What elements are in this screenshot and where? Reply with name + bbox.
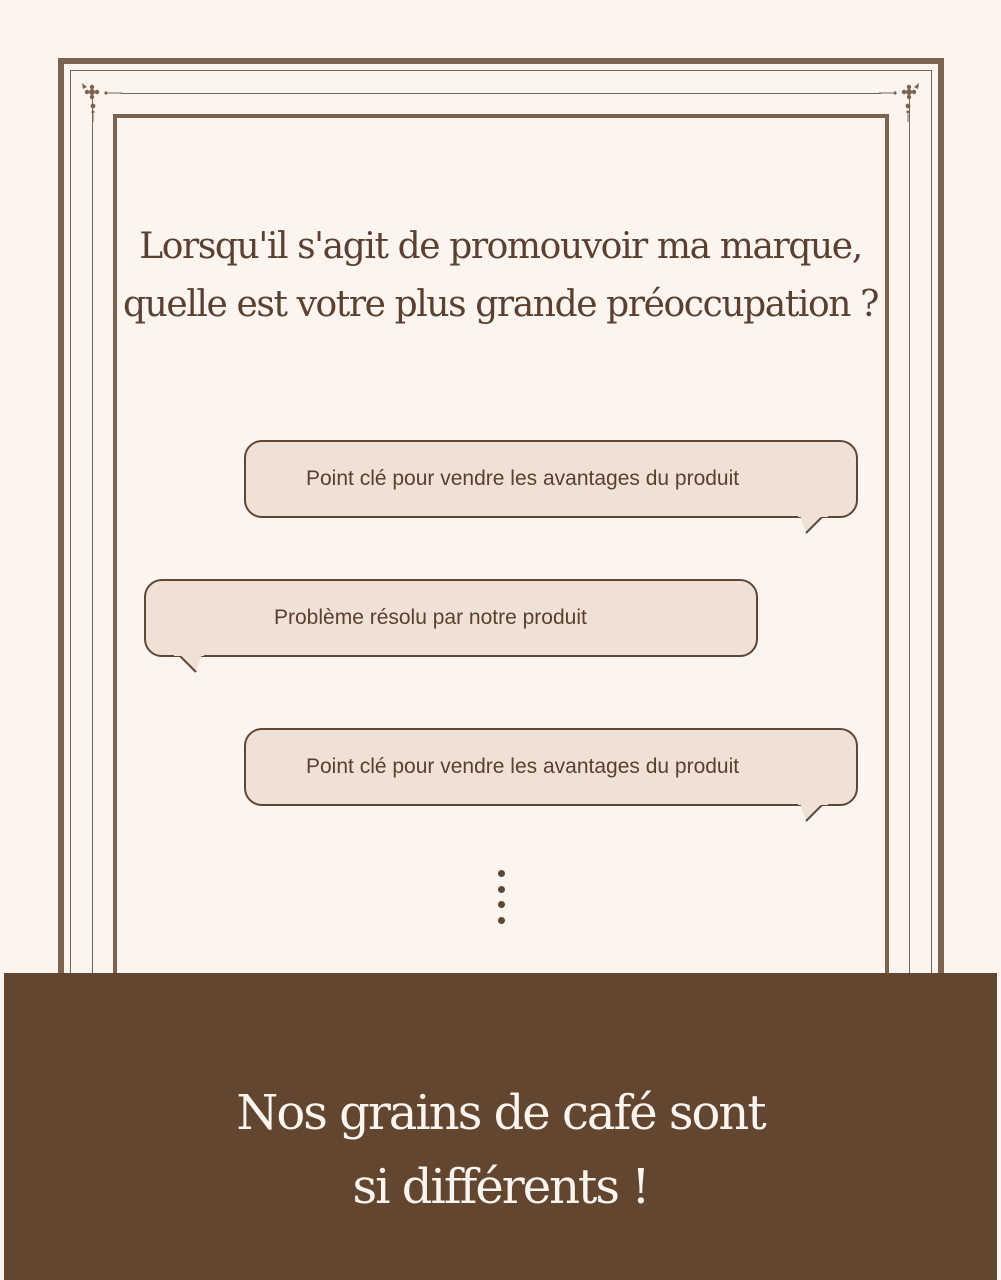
speech-tail-icon	[170, 654, 204, 676]
speech-tail-icon	[798, 515, 832, 537]
vertical-ellipsis-icon	[496, 870, 506, 924]
answer-bubble[interactable]	[144, 579, 758, 657]
speech-tail-icon	[798, 803, 832, 825]
question-heading: Lorsqu'il s'agit de promouvoir ma marque, quelle est votre plus grande préoccupation ?	[122, 226, 879, 325]
answer-bubble-label: Point clé pour vendre les avantages du produit	[306, 755, 740, 778]
corner-ornament-icon	[78, 78, 122, 122]
dot	[498, 901, 505, 908]
answer-bubble-label: Point clé pour vendre les avantages du produit	[306, 467, 740, 490]
answer-bubble[interactable]	[244, 440, 858, 518]
answer-bubble-label: Problème résolu par notre produit	[274, 606, 587, 629]
dot	[498, 917, 505, 924]
corner-ornament-icon	[879, 78, 923, 122]
dot	[498, 886, 505, 893]
footer-title: Nos grains de café sont si différents !	[236, 1085, 765, 1215]
dot	[498, 870, 505, 877]
answer-bubble[interactable]	[244, 728, 858, 806]
